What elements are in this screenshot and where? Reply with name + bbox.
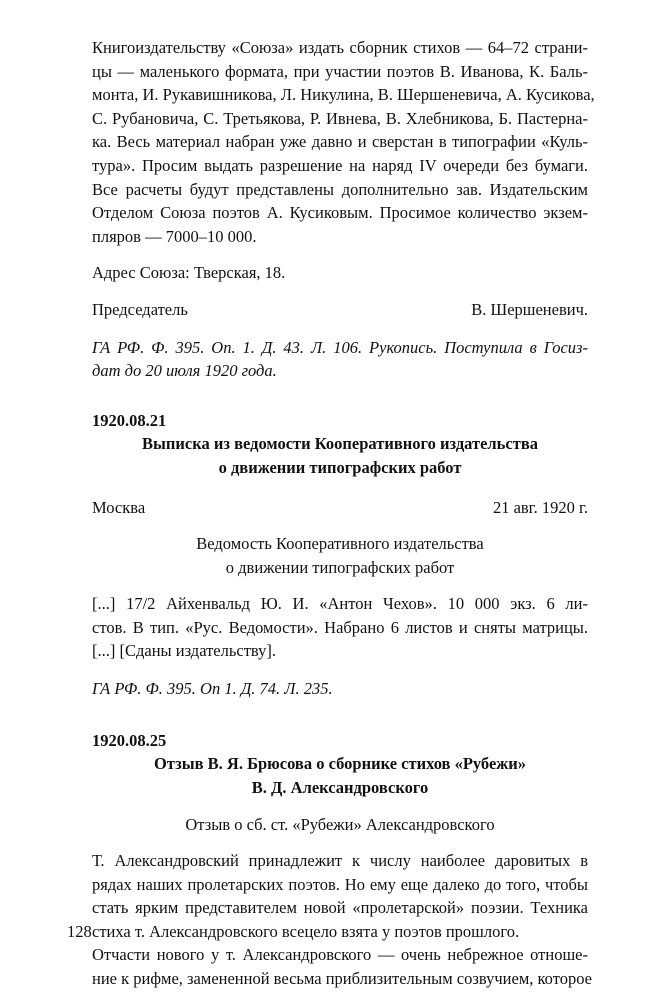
- text-line: стов. В тип. «Рус. Ведомости». Набрано 6 листов и сняты матрицы.: [92, 617, 588, 637]
- entry-date: 1920.08.21: [92, 410, 167, 430]
- text-line: Все расчеты будут представлены дополнительно зав. Издательским: [92, 179, 588, 199]
- archive-source: ГА РФ. Ф. 395. Оп 1. Д. 74. Л. 235.: [92, 679, 333, 699]
- text-line: [...] 17/2 Айхенвальд Ю. И. «Антон Чехов». 10 000 экз. 6 ли-: [92, 594, 588, 614]
- text-line: Т. Александровский принадлежит к числу наиболее даровитых в: [92, 851, 588, 871]
- page-body: [92, 36, 595, 991]
- page-number: 128: [67, 922, 92, 941]
- document-subtitle: [92, 532, 588, 579]
- text-line: ка. Весь материал набран уже давно и сверстан в типографии «Куль-: [92, 132, 588, 152]
- title-line: о движении типографских работ: [218, 457, 462, 477]
- document-subtitle: Отзыв о сб. ст. «Рубежи» Александровского: [185, 815, 495, 835]
- text-line: ние к рифме, замененной весьма приблизительным созвучием, которое: [92, 969, 592, 988]
- archive-source: [92, 336, 588, 383]
- text-line: Отчасти нового у т. Александровского — очень небрежное отноше-: [92, 945, 588, 965]
- title-line: Выписка из ведомости Кооперативного издательства: [142, 434, 538, 454]
- text-line: [...] [Сданы издательству].: [92, 641, 277, 661]
- text-line: стиха т. Александровского всецело взята у поэтов прошлого.: [92, 921, 520, 941]
- review-paragraph: [92, 849, 588, 943]
- title-line: Отзыв В. Я. Брюсова о сборнике стихов «Рубежи»: [153, 754, 527, 774]
- source-line: дат до 20 июля 1920 года.: [92, 361, 277, 381]
- place-date-row: [92, 496, 588, 520]
- document-date: 21 авг. 1920 г.: [492, 497, 588, 517]
- entry-title: [92, 752, 588, 799]
- entry-title: [92, 432, 588, 479]
- letter-text: [92, 36, 595, 248]
- text-line: Книгоиздательству «Союза» издать сборник стихов — 64–72 страни-: [92, 38, 588, 57]
- place: Москва: [92, 497, 146, 517]
- entry-date: 1920.08.25: [92, 730, 167, 750]
- text-line: С. Рубановича, С. Третьякова, Р. Ивнева, В. Хлебникова, Б. Пастерна-: [92, 108, 588, 128]
- text-line: Отделом Союза поэтов А. Кусиковым. Просимое количество экзем-: [92, 203, 588, 223]
- text-line: пляров — 7000–10 000.: [92, 226, 257, 246]
- signature-name: В. Шершеневич.: [471, 299, 588, 319]
- review-paragraph: [92, 943, 592, 990]
- address-line: Адрес Союза: Тверская, 18.: [92, 263, 286, 283]
- signature-role: Председатель: [92, 299, 188, 319]
- text-line: цы — маленького формата, при участии поэтов В. Иванова, К. Баль-: [92, 61, 588, 81]
- text-line: монта, И. Рукавишникова, Л. Никулина, В. Шершеневича, А. Кусикова,: [92, 85, 595, 105]
- title-line: В. Д. Александровского: [251, 777, 429, 797]
- text-line: стать ярким представителем новой «пролетарской» поэзии. Техника: [92, 898, 588, 918]
- source-line: ГА РФ. Ф. 395. Оп. 1. Д. 43. Л. 106. Рукопись. Поступила в Госиз-: [92, 337, 588, 357]
- subtitle-line: Ведомость Кооперативного издательства: [196, 534, 484, 554]
- text-line: рядах наших пролетарских поэтов. Но ему еще далеко до того, чтобы: [92, 874, 588, 894]
- ledger-text: [92, 592, 588, 663]
- text-line: тура». Просим выдать разрешение на наряд IV очереди без бумаги.: [92, 155, 588, 175]
- signature-row: [92, 298, 588, 322]
- subtitle-line: о движении типографских работ: [225, 557, 455, 577]
